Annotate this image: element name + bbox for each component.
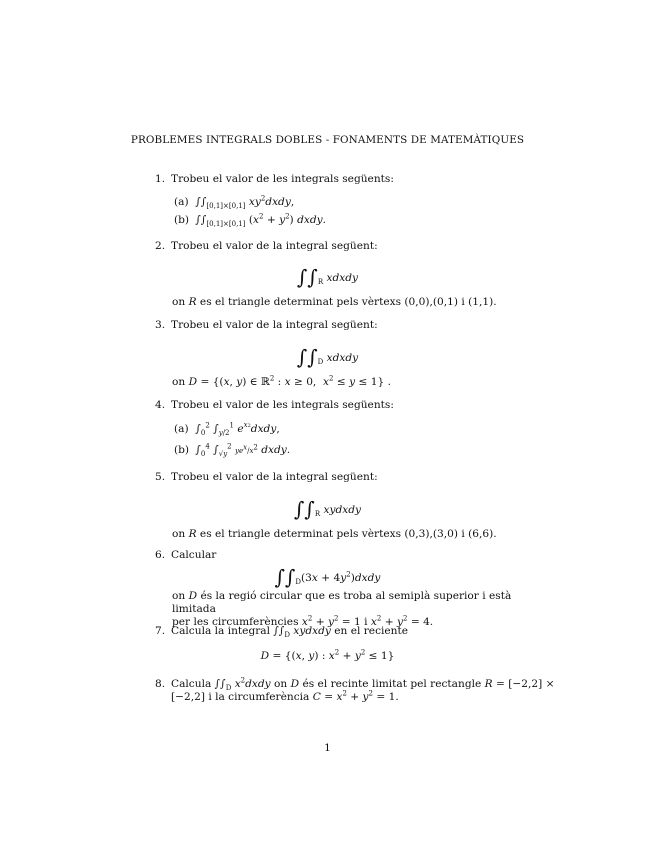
problem-text: Calcular <box>171 549 217 561</box>
problem-text: Calcula $\int\int_D$ $x^2dxdy$ on D és el recinte limitat pel rectangle R = [−2,2] × [−2,2] i la circumferència $C = x^2 + y^2 = 1$. <box>171 676 555 703</box>
problem-note: on D = {(x, y) ∈ ℝ$^2$ : x ≥ 0, $x^2 \le y \le 1$} . <box>172 374 391 388</box>
part-expression: $\int_0^4$ $\int_{√y}^2$ $ye^x/x^2$ dxdy. <box>195 442 291 459</box>
problem-text: Trobeu el valor de les integrals següents: <box>171 399 394 411</box>
part-expression: $\int_0^2$ $\int_{y/2}^1$ $e^{x2}dxdy$, <box>195 421 280 438</box>
part-expression: $\int\int_{[0,1]\times[0,1]}$ $xy^2dxdy$, <box>195 194 295 211</box>
part-label: (b) <box>174 444 190 456</box>
part-label: (a) <box>174 423 189 435</box>
part-label: (a) <box>174 196 189 208</box>
problem-4a <box>174 423 280 436</box>
page-title: PROBLEMES INTEGRALS DOBLES - FONAMENTS DE MATEMÀTIQUES <box>130 134 525 146</box>
problem-note: on R es el triangle determinat pels vèrtexs (0,3),(3,0) i (6,6). <box>172 528 497 540</box>
display-equation: $\int\int_R$ xydxdy <box>294 497 361 521</box>
problem-number: 6. <box>155 549 166 561</box>
problem-number: 2. <box>155 240 166 252</box>
problem-number: 7. <box>155 625 166 637</box>
display-equation: $\int\int_D$ xdxdy <box>296 345 359 369</box>
display-equation: D = {(x, y) : $x^2 + y^2 \le 1$} <box>260 648 395 662</box>
problem-text: Trobeu el valor de la integral següent: <box>171 471 378 483</box>
problem-number: 1. <box>155 173 166 185</box>
problem-note: on D és la regió circular que es troba al semiplà superior i està limitada per les circumferències $x^2 + y^2 = 1$ i $x^2 + y^2 = 4$. <box>172 590 512 628</box>
problem-note: on R es el triangle determinat pels vèrtexs (0,0),(0,1) i (1,1). <box>172 296 497 308</box>
page-number: 1 <box>324 742 331 754</box>
problem-number: 3. <box>155 319 166 331</box>
problem-number: 4. <box>155 399 166 411</box>
problem-4b <box>174 444 290 458</box>
problem-number: 5. <box>155 471 166 483</box>
problem-text: Trobeu el valor de la integral següent: <box>171 240 378 252</box>
problem-text: Trobeu el valor de la integral següent: <box>171 319 378 331</box>
display-equation: $\int\int_R$ xdxdy <box>297 265 358 289</box>
problem-1b <box>174 214 326 227</box>
problem-text: Trobeu el valor de les integrals següents: <box>171 173 394 185</box>
part-label: (b) <box>174 214 190 226</box>
part-expression: $\int\int_{[0,1]\times[0,1]}$ $(x^2 + y^2)$ dxdy. <box>195 212 326 229</box>
problem-number: 8. <box>155 678 166 690</box>
problem-text: Calcula la integral $\int\int_D$ xydxdy en el reciente <box>171 625 409 640</box>
display-equation: $\int\int_D(3x$ + $4y^2)dxdy$ <box>274 565 381 589</box>
problem-1a <box>174 196 294 209</box>
